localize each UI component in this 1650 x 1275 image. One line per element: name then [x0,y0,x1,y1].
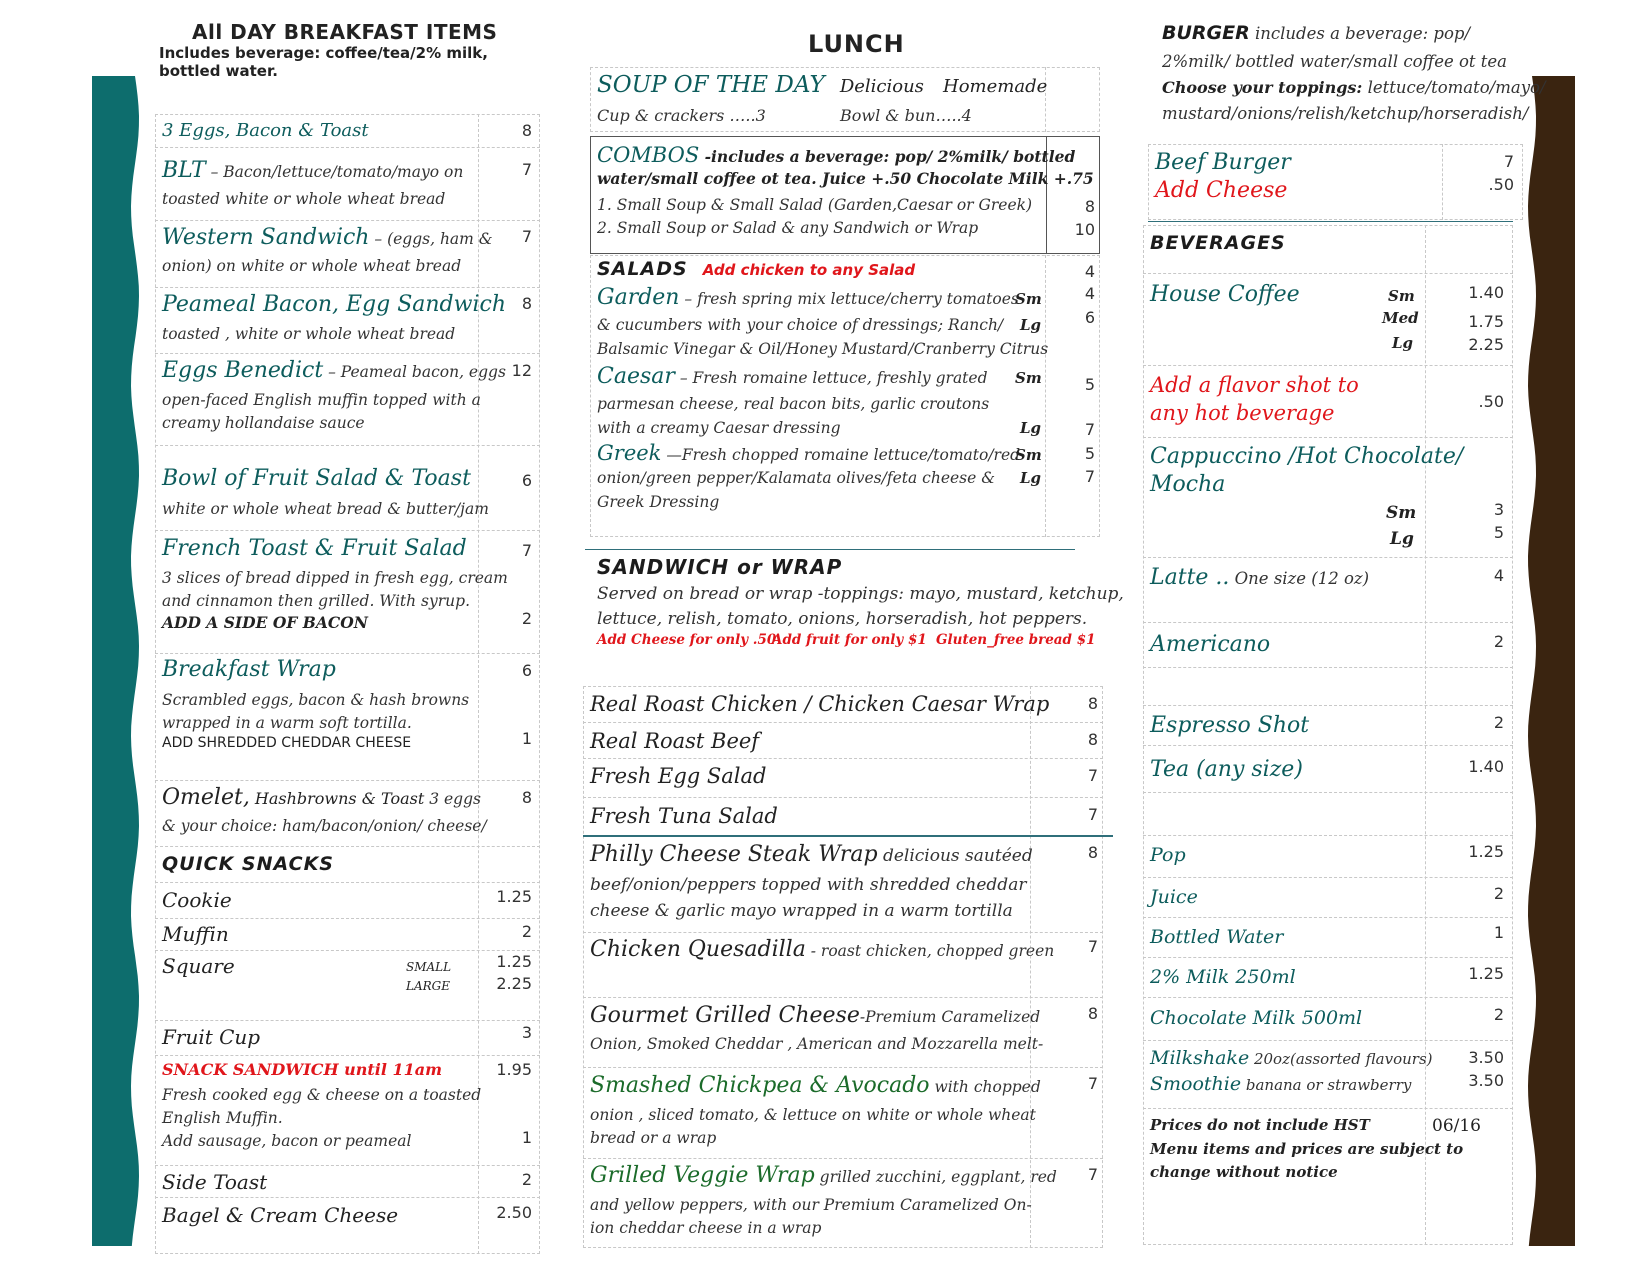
price-roast-beef: 8 [1087,730,1098,749]
price-cheddar: 1 [521,729,532,748]
item-french-toast-desc-2: and cinnamon then grilled. With syrup. [162,592,471,610]
salad-greek-desc-2: onion/green pepper/Kalamata olives/feta cheese & [597,469,996,487]
salad-greek-name: Greek [597,441,662,465]
item-roast-beef: Real Roast Beef [590,729,760,753]
salad-greek-desc-3: Greek Dressing [597,493,720,511]
item-blt-desc: – Bacon/lettuce/tomato/mayo on [205,163,464,181]
item-french-toast: French Toast & Fruit Salad [162,536,467,561]
burger-toppings-label: Choose your toppings: [1162,78,1363,97]
item-quesadilla-inline: - roast chicken, chopped green [805,942,1055,960]
bev-latte-name: Latte .. [1150,565,1230,590]
item-omelet [162,785,481,811]
combo-1: 1. Small Soup & Small Salad (Garden,Caesar or Greek) [597,196,1033,214]
price-milkshake: 3.50 [1468,1048,1504,1067]
item-western [162,225,493,251]
bev-milk: 2% Milk 250ml [1150,966,1296,988]
item-snack-sandwich: SNACK SANDWICH until 11am [162,1060,443,1079]
bev-water: Bottled Water [1150,926,1284,948]
bev-coffee-sm: Sm [1388,287,1415,305]
item-quesadilla [590,937,1054,963]
salad-caesar [597,364,988,390]
price-latte: 4 [1493,566,1504,585]
price-caesar-lg: 7 [1084,420,1095,439]
right-brown-border [1525,76,1575,1246]
item-grilled-cheese-name: Gourmet Grilled Cheese [590,1003,860,1028]
price-peameal: 8 [521,294,532,313]
price-egg-salad: 7 [1087,766,1098,785]
sandwich-title: SANDWICH or WRAP [597,555,843,579]
bev-coffee-med: Med [1382,309,1419,327]
footer-note-3: change without notice [1150,1163,1338,1181]
bev-pop: Pop [1150,844,1186,866]
bev-cappuccino-lg: Lg [1390,529,1414,549]
bev-house-coffee: House Coffee [1150,282,1300,307]
bev-cappuccino-1: Cappuccino /Hot Chocolate/ [1150,444,1464,469]
price-chickpea: 7 [1087,1074,1098,1093]
price-americano: 2 [1493,632,1504,651]
left-teal-border [92,76,142,1246]
bev-cappuccino-sm: Sm [1386,503,1417,523]
item-veggie-wrap-inline: grilled zucchini, eggplant, red [814,1168,1057,1186]
bev-cappuccino-2: Mocha [1150,472,1226,497]
price-greek-lg: 7 [1084,467,1095,486]
item-fruit-cup: Fruit Cup [162,1025,261,1049]
bev-milkshake-name: Milkshake [1150,1047,1250,1069]
bev-milkshake-desc: 20oz(assorted flavours) [1249,1050,1433,1068]
bev-latte-desc: One size (12 oz) [1229,569,1370,588]
price-cookie: 1.25 [496,887,532,906]
price-garden-lg: 6 [1084,308,1095,327]
footer-note-2: Menu items and prices are subject to [1150,1140,1464,1158]
item-philly [590,842,1033,868]
item-omelet-inline: 3 eggs [424,790,481,808]
item-snack-sandwich-desc-2: English Muffin. [162,1109,283,1127]
salad-caesar-lg: Lg [1020,419,1042,437]
price-tuna-salad: 7 [1087,805,1098,824]
breakfast-subtitle-1: Includes beverage: coffee/tea/2% milk, [159,44,488,62]
item-blt-desc-2: toasted white or whole wheat bread [162,190,446,208]
item-snack-sandwich-desc: Fresh cooked egg & cheese on a toasted [162,1086,482,1104]
sandwich-addon-2: Add fruit for only $1 [772,632,927,648]
salad-garden-lg: Lg [1020,316,1042,334]
price-benedict: 12 [511,361,532,380]
item-benedict [162,358,506,384]
combo-2: 2. Small Soup or Salad & any Sandwich or Wrap [597,219,979,237]
soup-tag-1: Delicious [839,76,924,97]
bev-flavor-2: any hot beverage [1150,401,1335,425]
bev-americano: Americano [1150,632,1271,657]
soup-heading [597,72,1047,98]
price-coffee-med: 1.75 [1468,312,1504,331]
price-side-toast: 2 [521,1170,532,1189]
price-snack-sandwich: 1.95 [496,1060,532,1079]
item-chickpea-desc-2: bread or a wrap [590,1129,717,1147]
sandwich-desc-2: lettuce, relish, tomato, onions, horseradish, hot peppers. [597,609,1088,629]
salad-greek-desc: —Fresh chopped romaine lettuce/tomato/red [661,446,1021,464]
item-chickpea-inline: with chopped [929,1078,1041,1096]
item-breakfast-wrap-desc-2: wrapped in a warm soft tortilla. [162,714,412,732]
item-beef-burger: Beef Burger [1155,150,1291,175]
item-western-desc: – (eggs, ham & [369,230,493,248]
item-peameal: Peameal Bacon, Egg Sandwich [162,292,506,317]
price-side-bacon: 2 [521,609,532,628]
price-omelet: 8 [521,788,532,807]
salads-title: SALADS [597,258,688,280]
breakfast-subtitle-2: bottled water. [159,62,278,80]
item-egg-salad: Fresh Egg Salad [590,764,767,788]
price-juice: 2 [1493,884,1504,903]
salad-greek-lg: Lg [1020,469,1042,487]
soup-name: SOUP OF THE DAY [597,72,825,98]
salad-garden-desc: – fresh spring mix lettuce/cherry tomatoes [679,290,1019,308]
price-french-toast: 7 [521,541,532,560]
price-roast-chicken: 8 [1087,694,1098,713]
item-grilled-cheese-desc: Onion, Smoked Cheddar , American and Mozzarella melt- [590,1035,1044,1053]
bev-juice: Juice [1150,886,1198,908]
salad-greek-sm: Sm [1015,446,1042,464]
price-choc-milk: 2 [1493,1005,1504,1024]
item-veggie-wrap-desc-1: and yellow peppers, with our Premium Caramelized On- [590,1196,1032,1214]
item-benedict-desc-3: creamy hollandaise sauce [162,414,365,432]
item-side-toast: Side Toast [162,1170,268,1194]
item-roast-chicken: Real Roast Chicken / Chicken Caesar Wrap [590,692,1050,716]
square-size-large: LARGE [406,979,451,993]
item-veggie-wrap-desc-2: ion cheddar cheese in a wrap [590,1219,822,1237]
price-flavor: .50 [1478,392,1504,411]
salad-caesar-desc-3: with a creamy Caesar dressing [597,419,841,437]
item-benedict-desc-2: open-faced English muffin topped with a [162,391,481,409]
soup-cup: Cup & crackers …..3 [597,106,766,125]
item-grilled-cheese-inline: -Premium Caramelized [859,1008,1041,1026]
price-cappuccino-sm: 3 [1493,500,1504,519]
burger-desc-inline: includes a beverage: pop/ [1249,24,1471,43]
bev-smoothie-desc: banana or strawberry [1241,1076,1412,1094]
salad-garden-desc-3: Balsamic Vinegar & Oil/Honey Mustard/Cranberry Citrus [597,340,1049,358]
item-breakfast-wrap-extra: ADD SHREDDED CHEDDAR CHEESE [162,735,412,751]
square-size-small: SMALL [406,960,452,974]
item-chickpea [590,1073,1041,1099]
price-smoothie: 3.50 [1468,1071,1504,1090]
beverages-title: BEVERAGES [1150,232,1286,254]
bev-latte [1150,565,1369,591]
item-breakfast-wrap: Breakfast Wrap [162,657,336,682]
price-breakfast-wrap: 6 [521,661,532,680]
salad-garden-desc-2: & cucumbers with your choice of dressings; Ranch/ [597,316,1004,334]
price-quesadilla: 7 [1087,937,1098,956]
bev-espresso: Espresso Shot [1150,713,1310,738]
price-bagel: 2.50 [496,1203,532,1222]
item-western-name: Western Sandwich [162,225,370,250]
price-beef-burger: 7 [1503,152,1514,171]
item-omelet-desc: & your choice: ham/bacon/onion/ cheese/ [162,817,487,835]
snacks-title: QUICK SNACKS [162,853,334,875]
price-caesar-sm: 5 [1084,375,1095,394]
item-blt-name: BLT [162,158,206,183]
soup-bowl: Bowl & bun…..4 [840,106,972,125]
burger-toppings-1: lettuce/tomato/mayo/ [1362,78,1546,97]
lunch-title: LUNCH [808,30,905,58]
item-veggie-wrap-name: Grilled Veggie Wrap [590,1163,815,1188]
breakfast-title: All DAY BREAKFAST ITEMS [192,20,498,44]
bev-choc-milk: Chocolate Milk 500ml [1150,1007,1363,1029]
combos-name: COMBOS [597,143,700,167]
salad-caesar-sm: Sm [1015,369,1042,387]
item-western-desc-2: onion) on white or whole wheat bread [162,257,462,275]
price-salad-chicken: 4 [1084,262,1095,281]
price-eggs-bacon-toast: 8 [521,121,532,140]
burger-desc-1: 2%milk/ bottled water/small coffee ot tea [1162,52,1508,71]
combos-desc-2: water/small coffee ot tea. Juice +.50 Chocolate Milk +.75 [597,169,1094,188]
price-fruit-cup: 3 [521,1023,532,1042]
salads-heading [597,258,915,280]
item-philly-name: Philly Cheese Steak Wrap [590,842,878,867]
price-burger-cheese: .50 [1488,175,1514,194]
salad-garden-sm: Sm [1015,290,1042,308]
burger-title: BURGER [1162,22,1250,44]
price-tea: 1.40 [1468,757,1504,776]
price-square-large: 2.25 [496,974,532,993]
price-western: 7 [521,227,532,246]
sandwich-addon-1: Add Cheese for only .50 [597,632,777,648]
item-square: Square [162,954,235,978]
price-muffin: 2 [521,922,532,941]
item-french-toast-extra: ADD A SIDE OF BACON [162,613,368,632]
price-fruit-bowl: 6 [521,471,532,490]
price-coffee-sm: 1.40 [1468,283,1504,302]
price-water: 1 [1493,923,1504,942]
footer-note-1: Prices do not include HST [1150,1116,1370,1134]
item-omelet-name: Omelet, [162,785,250,810]
item-bagel: Bagel & Cream Cheese [162,1203,399,1227]
salad-garden [597,285,1019,311]
price-combo-1: 8 [1084,197,1095,216]
sandwich-desc-1: Served on bread or wrap -toppings: mayo, mustard, ketchup, [597,584,1124,604]
price-veggie-wrap: 7 [1087,1165,1098,1184]
item-fruit-bowl-desc: white or whole wheat bread & butter/jam [162,500,489,518]
item-philly-desc-2: cheese & garlic mayo wrapped in a warm tortilla [590,901,1013,921]
item-omelet-suffix: Hashbrowns & Toast [249,789,425,808]
price-snack-addon: 1 [521,1128,532,1147]
burger-toppings [1162,76,1546,100]
item-tuna-salad: Fresh Tuna Salad [590,804,778,828]
item-veggie-wrap [590,1163,1057,1189]
item-snack-sandwich-desc-3: Add sausage, bacon or peameal [162,1132,412,1150]
price-pop: 1.25 [1468,842,1504,861]
item-chickpea-desc-1: onion , sliced tomato, & lettuce on white or whole wheat [590,1106,1036,1124]
item-blt [162,158,463,184]
price-garden-sm: 4 [1084,284,1095,303]
salad-caesar-desc-2: parmesan cheese, real bacon bits, garlic croutons [597,395,990,413]
salad-caesar-desc: – Fresh romaine lettuce, freshly grated [674,369,988,387]
soup-tag-2: Homemade [943,76,1048,97]
item-french-toast-desc: 3 slices of bread dipped in fresh egg, cream [162,569,508,587]
salads-note: Add chicken to any Salad [702,261,916,279]
combos-heading [597,143,1075,167]
item-breakfast-wrap-desc: Scrambled eggs, bacon & hash browns [162,691,470,709]
item-burger-cheese: Add Cheese [1155,178,1288,203]
price-square-small: 1.25 [496,952,532,971]
item-philly-desc-1: beef/onion/peppers topped with shredded cheddar [590,875,1027,895]
price-coffee-lg: 2.25 [1468,335,1504,354]
sandwich-addon-3: Gluten_free bread $1 [936,632,1096,648]
salad-garden-name: Garden [597,285,680,310]
bev-flavor-1: Add a flavor shot to [1150,373,1359,397]
item-peameal-desc: toasted , white or whole wheat bread [162,325,456,343]
item-cookie: Cookie [162,888,232,912]
item-muffin: Muffin [162,922,229,946]
price-greek-sm: 5 [1084,444,1095,463]
item-eggs-bacon-toast: 3 Eggs, Bacon & Toast [162,120,369,141]
burger-toppings-2: mustard/onions/relish/ketchup/horseradish/ [1162,104,1529,123]
item-grilled-cheese [590,1003,1040,1029]
price-cappuccino-lg: 5 [1493,523,1504,542]
price-blt: 7 [521,160,532,179]
item-benedict-desc: – Peameal bacon, eggs [323,363,506,381]
price-combo-2: 10 [1074,220,1095,239]
bev-smoothie-name: Smoothie [1150,1073,1242,1095]
salad-caesar-name: Caesar [597,364,675,389]
bev-milkshake [1150,1047,1433,1071]
menu-date: 06/16 [1432,1116,1481,1136]
price-espresso: 2 [1493,713,1504,732]
salad-greek [597,441,1020,467]
price-philly: 8 [1087,843,1098,862]
combos-desc: -includes a beverage: pop/ 2%milk/ bottled [699,147,1076,166]
item-quesadilla-name: Chicken Quesadilla [590,937,806,962]
bev-tea: Tea (any size) [1150,757,1303,782]
item-chickpea-name: Smashed Chickpea & Avocado [590,1073,930,1098]
item-philly-inline: delicious sautéed [877,846,1033,866]
item-benedict-name: Eggs Benedict [162,358,324,383]
bev-coffee-lg: Lg [1392,334,1414,352]
item-fruit-bowl: Bowl of Fruit Salad & Toast [162,466,471,491]
burger-heading [1162,22,1470,46]
bev-smoothie [1150,1073,1411,1097]
price-grilled-cheese: 8 [1087,1004,1098,1023]
price-milk: 1.25 [1468,964,1504,983]
